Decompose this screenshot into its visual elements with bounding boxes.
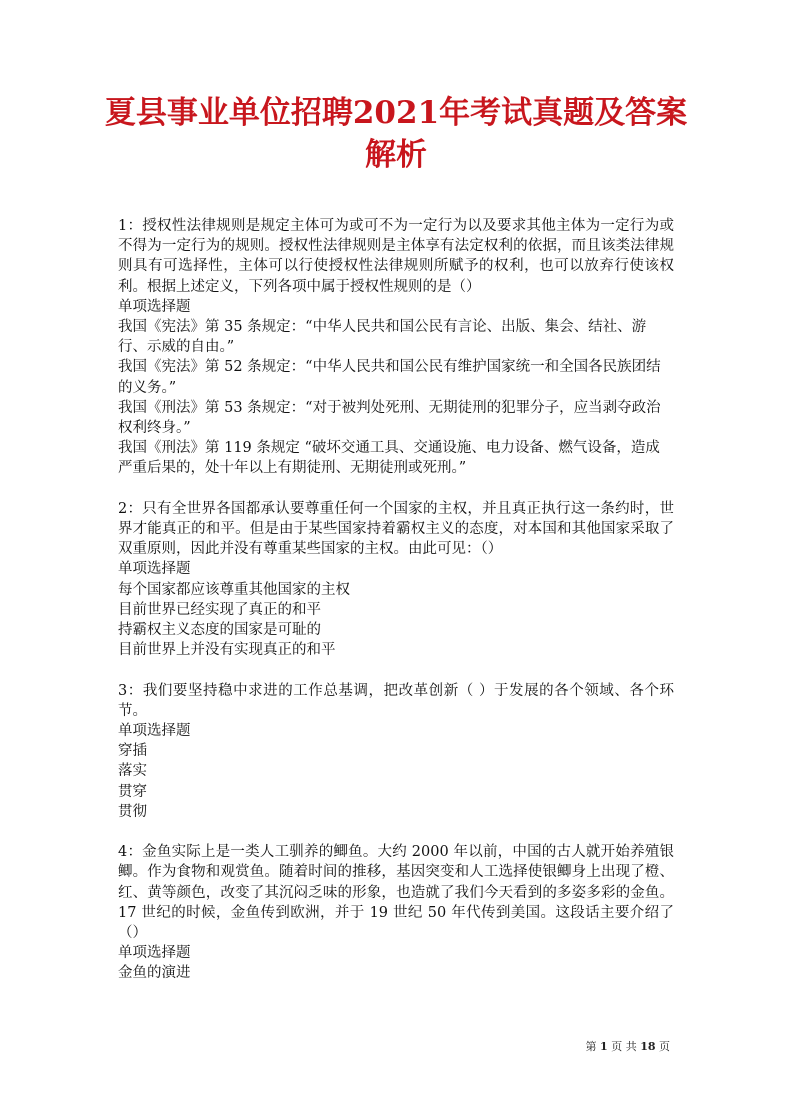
footer-suffix: 页 xyxy=(659,1040,670,1053)
question-1 xyxy=(118,216,674,479)
option-b: 落实 xyxy=(118,763,147,780)
footer-total-word: 共 xyxy=(625,1040,637,1053)
question-stem: 4：金鱼实际上是一类人工驯养的鲫鱼。大约 2000 年以前，中国的古人就开始养殖银鲫。作为食物和观赏鱼。随着时间的推移，基因突变和人工选择使银鲫身上出现了橙、红、黄等颜色，改变了其沉闷乏味的形象，也造就了我们今天看到的多姿多彩的金鱼。17 世纪的时候，金鱼传到欧洲，并于 19 世纪 50 年代传到美国。这段话主要介绍了（） xyxy=(118,844,674,942)
question-list xyxy=(118,216,674,1004)
option-b: 我国《宪法》第 52 条规定：“中华人民共和国公民有维护国家统一和全国各民族团结的义务。” xyxy=(118,359,661,396)
question-stem: 2：只有全世界各国都承认要尊重任何一个国家的主权，并且真正执行这一条约时，世界才能真正的和平。但是由于某些国家持着霸权主义的态度，对本国和其他国家采取了双重原则，因此并没有尊重某些国家的主权。由此可见：（） xyxy=(118,500,674,558)
question-3 xyxy=(118,681,674,822)
option-a: 穿插 xyxy=(118,743,147,760)
option-c: 我国《刑法》第 53 条规定：“对于被判处死刑、无期徒刑的犯罪分子，应当剥夺政治权利终身。” xyxy=(118,399,661,437)
option-a: 每个国家都应该尊重其他国家的主权 xyxy=(118,581,350,598)
page-title: 夏县事业单位招聘2021年考试真题及答案解析 xyxy=(104,95,688,173)
option-c: 持霸权主义态度的国家是可耻的 xyxy=(118,622,321,639)
question-type: 单项选择题 xyxy=(118,723,191,740)
current-page-number: 1 xyxy=(600,1040,608,1053)
question-type: 单项选择题 xyxy=(118,945,191,962)
option-c: 贯穿 xyxy=(118,783,147,800)
option-d: 贯彻 xyxy=(118,803,147,820)
question-stem: 1：授权性法律规则是规定主体可为或可不为一定行为以及要求其他主体为一定行为或不得为一定行为的规则。授权性法律规则是主体享有法定权利的依据，而且该类法律规则具有可选择性，主体可以行使授权性法律规则所赋予的权利，也可以放弃行使该权利。根据上述定义，下列各项中属于授权性规则的是（） xyxy=(118,218,674,295)
question-type: 单项选择题 xyxy=(118,298,191,315)
question-type: 单项选择题 xyxy=(118,561,191,578)
option-a: 金鱼的演进 xyxy=(118,965,191,982)
question-stem: 3：我们要坚持稳中求进的工作总基调，把改革创新（ ）于发展的各个领域、各个环节。 xyxy=(118,682,674,719)
option-d: 我国《刑法》第 119 条规定 “破坏交通工具、交通设施、电力设备、燃气设备，造成严重后果的，处十年以上有期徒刑、无期徒刑或死刑。” xyxy=(118,440,660,477)
question-2 xyxy=(118,499,674,661)
option-b: 目前世界已经实现了真正的和平 xyxy=(118,601,321,618)
page-footer xyxy=(586,1040,670,1054)
option-d: 目前世界上并没有实现真正的和平 xyxy=(118,642,336,659)
option-a: 我国《宪法》第 35 条规定：“中华人民共和国公民有言论、出版、集会、结社、游行、示威的自由。” xyxy=(118,319,647,356)
footer-prefix: 第 xyxy=(585,1040,597,1053)
footer-page-word: 页 xyxy=(611,1040,623,1053)
question-4 xyxy=(118,842,674,983)
total-pages-number: 18 xyxy=(640,1040,656,1053)
